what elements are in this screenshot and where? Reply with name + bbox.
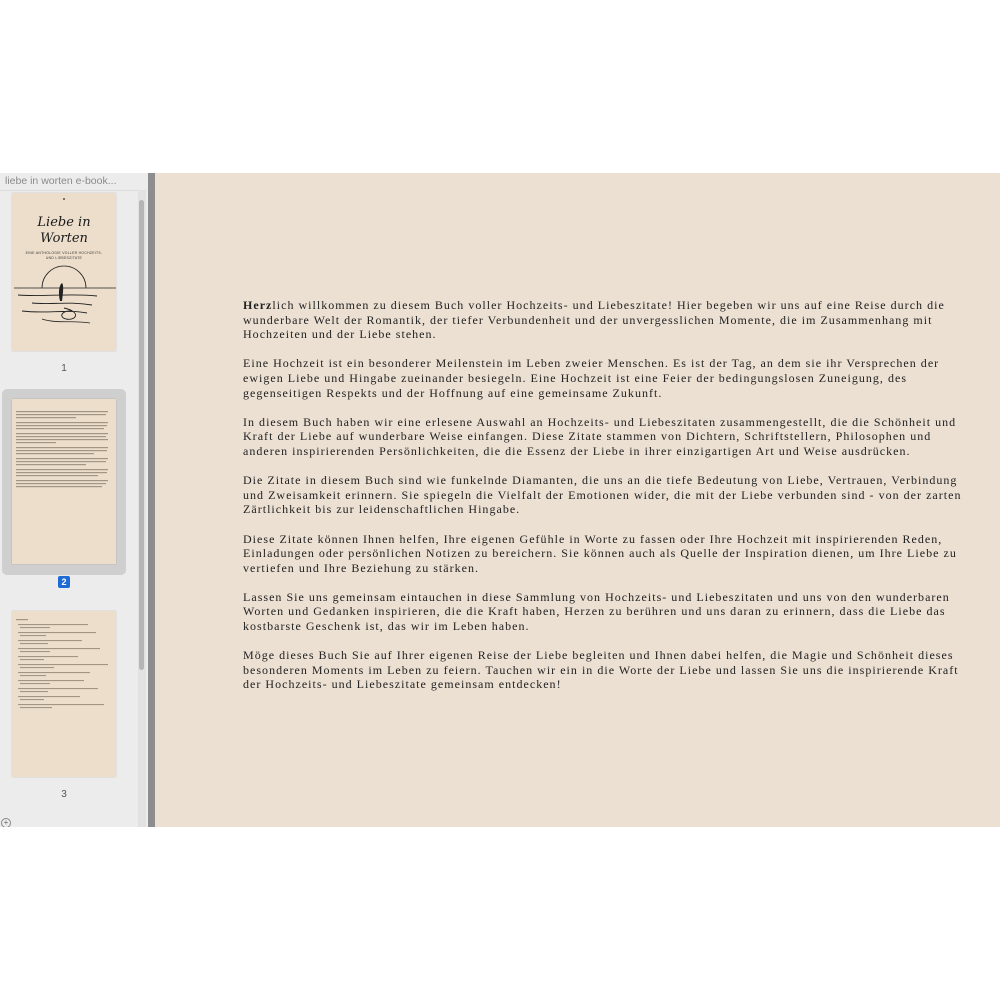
add-icon[interactable]: + — [1, 818, 11, 827]
thumbnail-page-2[interactable] — [12, 399, 116, 564]
thumbnail-label-2 — [0, 576, 128, 588]
page-2-content — [243, 298, 963, 707]
paragraph-1-text: lich willkommen zu diesem Buch voller Hochzeits- und Liebeszitate! Hier begeben wir uns auf eine Reise durch die wunderbare Welt der Romantik, der tiefer Verbundenheit und der unvergesslichen Momente, die im Zusammenhang mit Hochzeiten und der Liebe stehen. — [243, 298, 945, 342]
paragraph-6: Lassen Sie uns gemeinsam eintauchen in diese Sammlung von Hochzeits- und Liebeszitaten und uns von den wunderbaren Worten und Gedanken inspirieren, die die Kraft haben, Herzen zu berühren und uns daran zu erinnern, dass die Liebe das kostbarste Geschenk ist, das wir im Leben haben. — [243, 589, 950, 634]
document-title: liebe in worten e-book... — [0, 173, 147, 191]
cover-subtitle: EINE ANTHOLOGIE VOLLER HOCHZEITS- UND LIEBESZITATE — [25, 251, 103, 260]
thumbnail-page-3-text-preview — [12, 611, 116, 777]
cover-title-line-1: Liebe in — [37, 215, 91, 230]
thumbnail-page-3[interactable] — [12, 611, 116, 777]
paragraph-3: In diesem Buch haben wir eine erlesene Auswahl an Hochzeits- und Liebeszitaten zusammengestellt, die die Schönheit und Kraft der Liebe auf wunderbare Weise einfangen. Diese Zitate stammen von Dichtern, Schriftstellern, Philosophen und anderen inspirierenden Persönlichkeiten, die die Essenz der Liebe in ihrer einzigartigen Art und Weise ausdrücken. — [243, 414, 957, 458]
thumbnail-page-1[interactable] — [12, 193, 116, 351]
paragraph-1 — [243, 298, 963, 342]
paragraph-4: Die Zitate in diesem Buch sind wie funkelnde Diamanten, die uns an die tiefe Bedeutung von Liebe, Vertrauen, Verbindung und Zweisamkeit erinnern. Sie spiegeln die Vielfalt der Emotionen wider, die mit der Liebe verbunden sind - von der zarten Zärtlichkeit bis zur leidenschaftlichen Hingabe. — [243, 473, 962, 517]
cover-sunset-illustration — [12, 193, 116, 351]
thumbnail-sidebar[interactable] — [0, 173, 149, 827]
thumbnail-label-1: 1 — [61, 363, 67, 374]
paragraph-2: Eine Hochzeit ist ein besonderer Meilenstein im Leben zweier Menschen. Es ist der Tag, an dem sie ihr Versprechen der ewigen Liebe und Hingabe zueinander besiegeln. Eine Hochzeit ist eine Feier der bedingungslosen Zuneigung, des gegenseitigen Respekts und der Hoffnung auf eine gemeinsame Zukunft. — [243, 356, 940, 400]
sidebar-scrollbar[interactable] — [138, 190, 146, 827]
bold-intro-word: Herz — [243, 298, 273, 312]
thumbnail-label-3: 3 — [61, 789, 67, 800]
paragraph-5: Diese Zitate können Ihnen helfen, Ihre eigenen Gefühle in Worte zu fassen oder Ihre Hochzeit mit inspirierenden Reden, Einladungen oder persönlichen Notizen zu bereichern. Sie können auch als Quelle der Inspiration dienen, um Ihre Liebe zu vertiefen und Ihre Beziehung zu stärken. — [243, 531, 957, 575]
pdf-viewer-window — [0, 173, 1000, 827]
thumbnail-page-2-text-preview — [12, 399, 116, 564]
cover-title-line-2: Worten — [40, 231, 88, 246]
sidebar-resize-handle[interactable] — [148, 173, 155, 827]
sidebar-scrollbar-thumb[interactable] — [139, 200, 144, 670]
paragraph-7: Möge dieses Buch Sie auf Ihrer eigenen Reise der Liebe begleiten und Ihnen dabei helfen, die Magie und Schönheit dieses besonderen Moments im Leben zu feiern. Tauchen wir ein in die Worte der Liebe und lassen Sie uns die inspirierende Kraft der Hochzeits- und Liebeszitate gemeinsam entdecken! — [243, 648, 959, 692]
current-page-badge: 2 — [58, 576, 69, 588]
